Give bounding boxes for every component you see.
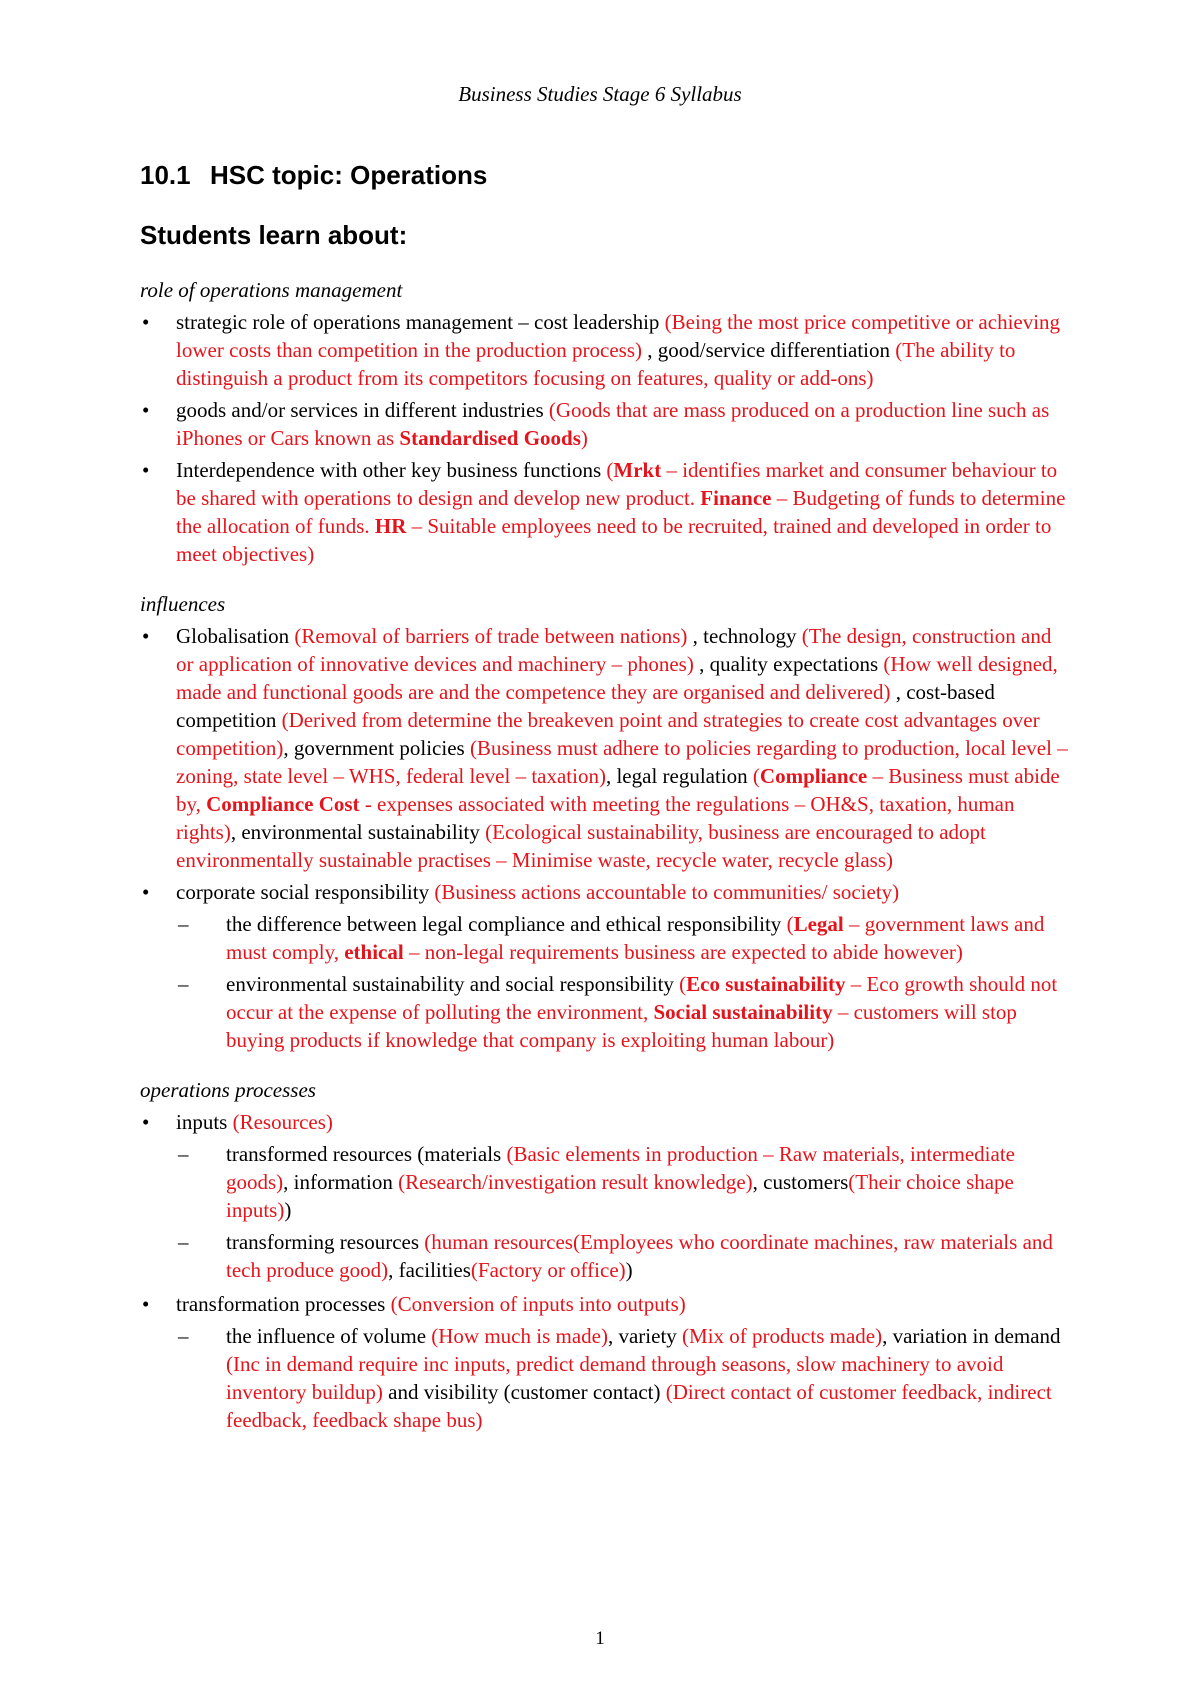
note-text: – government laws and must comply, xyxy=(226,912,1045,964)
syllabus-text: , customers xyxy=(752,1170,849,1194)
note-text: - expenses associated with meeting the regulations – OH&S, taxation, human rights) xyxy=(176,792,1015,844)
note-keyword: Compliance xyxy=(759,764,868,788)
section-operations-processes xyxy=(140,1076,1070,1434)
note-text: ( xyxy=(679,972,687,996)
bullet-icon: • xyxy=(142,624,150,648)
note-keyword: Social sustainability xyxy=(653,1000,833,1024)
syllabus-text: , cost-based competition xyxy=(176,680,995,732)
note-text: (Removal of barriers of trade between nations) xyxy=(294,624,688,648)
note-keyword: Compliance Cost xyxy=(206,792,360,816)
syllabus-text: transformed resources (materials xyxy=(226,1142,507,1166)
syllabus-text: , quality expectations xyxy=(693,652,884,676)
note-text: – Business must abide by, xyxy=(176,764,1060,816)
section-title: role of operations management xyxy=(140,278,403,302)
note-text: (The design, construction and or application of innovative devices and machinery – phones) xyxy=(176,624,1052,676)
list-item xyxy=(140,396,1070,452)
syllabus-text: , facilities xyxy=(388,1258,471,1282)
dash-icon: – xyxy=(178,912,189,936)
note-text: – identifies market and consumer behaviour to be shared with operations to design and develop new product. xyxy=(176,458,1058,510)
note-keyword: ethical xyxy=(344,940,404,964)
note-keyword: Legal xyxy=(793,912,844,936)
section-title: influences xyxy=(140,592,226,616)
note-text: (Inc in demand require inc inputs, predict demand through seasons, slow machinery to avoid inventory buildup) xyxy=(226,1352,1004,1404)
list-item xyxy=(140,308,1070,392)
section-role-of-operations xyxy=(140,276,1070,568)
dash-icon: – xyxy=(178,1142,189,1166)
syllabus-text: ) xyxy=(625,1258,633,1282)
sub-list-item xyxy=(140,1322,1070,1434)
note-text: (Business must adhere to policies regarding to production, local level – zoning, state level – WHS, federal level – taxation) xyxy=(176,736,1068,788)
syllabus-text: ) xyxy=(284,1198,292,1222)
running-header: Business Studies Stage 6 Syllabus xyxy=(458,82,742,106)
note-text: (How well designed, made and functional goods are and the competence they are organised and delivered) xyxy=(176,652,1058,704)
section-title: operations processes xyxy=(140,1078,316,1102)
dash-icon: – xyxy=(178,1324,189,1348)
syllabus-content xyxy=(140,276,1070,1456)
note-text: ( xyxy=(606,458,614,482)
bullet-icon: • xyxy=(142,1110,150,1134)
note-text: (Their choice shape inputs) xyxy=(226,1170,1014,1222)
syllabus-text: , information xyxy=(283,1170,399,1194)
syllabus-text: goods and/or services in different industries xyxy=(176,398,549,422)
note-text: (Resources) xyxy=(232,1110,333,1134)
note-text: (Factory or office) xyxy=(470,1258,626,1282)
note-text: – Eco growth should not occur at the expense of polluting the environment, xyxy=(226,972,1058,1024)
section-influences xyxy=(140,590,1070,1054)
dash-icon: – xyxy=(178,972,189,996)
note-text: (Basic elements in production – Raw materials, intermediate goods) xyxy=(226,1142,1015,1194)
sub-list-item xyxy=(140,1228,1070,1284)
syllabus-text: , variation in demand xyxy=(882,1324,1061,1348)
note-text: – Suitable employees need to be recruited, trained and developed in order to meet objectives) xyxy=(176,514,1052,566)
note-text: (Business actions accountable to communities/ society) xyxy=(434,880,900,904)
note-text: ( xyxy=(786,912,794,936)
dash-icon: – xyxy=(178,1230,189,1254)
page-number: 1 xyxy=(595,1628,605,1649)
syllabus-text: transforming resources xyxy=(226,1230,425,1254)
syllabus-text: environmental sustainability and social responsibility xyxy=(226,972,680,996)
list-item xyxy=(140,622,1070,874)
note-keyword: Standardised Goods xyxy=(399,426,581,450)
note-text: (Mix of products made) xyxy=(682,1324,883,1348)
syllabus-text: the difference between legal compliance and ethical responsibility xyxy=(226,912,787,936)
note-keyword: Finance xyxy=(700,486,772,510)
bullet-icon: • xyxy=(142,398,150,422)
note-text: (The ability to distinguish a product from its competitors focusing on features, quality or add-ons) xyxy=(176,338,1016,390)
note-text: (Research/investigation result knowledge) xyxy=(398,1170,753,1194)
note-text: – customers will stop buying products if knowledge that company is exploiting human labour) xyxy=(226,1000,1017,1052)
note-text: (Derived from determine the breakeven point and strategies to create cost advantages over competition) xyxy=(176,708,1040,760)
sub-list-item xyxy=(140,910,1070,966)
note-text: (How much is made) xyxy=(431,1324,608,1348)
syllabus-text: , technology xyxy=(687,624,802,648)
note-keyword: Mrkt xyxy=(613,458,662,482)
syllabus-text: Globalisation xyxy=(176,624,295,648)
bullet-icon: • xyxy=(142,310,150,334)
note-text: (human resources(Employees who coordinate machines, raw materials and tech produce good) xyxy=(226,1230,1053,1282)
sub-list-item xyxy=(140,970,1070,1054)
note-text: (Direct contact of customer feedback, indirect feedback, feedback shape bus) xyxy=(226,1380,1052,1432)
bullet-icon: • xyxy=(142,458,150,482)
syllabus-text: , variety xyxy=(607,1324,683,1348)
syllabus-text: , government policies xyxy=(283,736,470,760)
syllabus-text: , legal regulation xyxy=(605,764,753,788)
syllabus-text: Interdependence with other key business functions xyxy=(176,458,607,482)
syllabus-text: strategic role of operations management – cost leadership xyxy=(176,310,665,334)
students-learn-heading: Students learn about: xyxy=(140,220,408,250)
syllabus-text: , environmental sustainability xyxy=(230,820,486,844)
syllabus-text: inputs xyxy=(176,1110,233,1134)
syllabus-text: transformation processes xyxy=(176,1292,391,1316)
note-text: (Ecological sustainability, business are encouraged to adopt environmentally sustainable practises – Minimise waste, recycle water, recycle glass) xyxy=(176,820,986,872)
bullet-icon: • xyxy=(142,1292,150,1316)
note-text: ( xyxy=(752,764,760,788)
note-text: (Conversion of inputs into outputs) xyxy=(390,1292,686,1316)
sub-list-item xyxy=(140,1140,1070,1224)
syllabus-text: the influence of volume xyxy=(226,1324,432,1348)
topic-title-text: HSC topic: Operations xyxy=(210,160,488,190)
syllabus-text: , good/service differentiation xyxy=(641,338,896,362)
topic-title xyxy=(140,160,487,191)
list-item xyxy=(140,456,1070,568)
note-text: – Budgeting of funds to determine the allocation of funds. xyxy=(176,486,1066,538)
note-text: (Being the most price competitive or achieving lower costs than competition in the production process) xyxy=(176,310,1061,362)
note-text: – non-legal requirements business are expected to abide however) xyxy=(403,940,963,964)
bullet-icon: • xyxy=(142,880,150,904)
note-text: ) xyxy=(580,426,588,450)
syllabus-text: and visibility (customer contact) xyxy=(382,1380,666,1404)
note-keyword: Eco sustainability xyxy=(686,972,846,996)
syllabus-text: corporate social responsibility xyxy=(176,880,435,904)
note-keyword: HR xyxy=(374,514,407,538)
list-item xyxy=(140,1290,1070,1318)
list-item xyxy=(140,1108,1070,1136)
topic-number: 10.1 xyxy=(140,160,191,190)
list-item xyxy=(140,878,1070,906)
note-text: (Goods that are mass produced on a production line such as iPhones or Cars known as xyxy=(176,398,1050,450)
